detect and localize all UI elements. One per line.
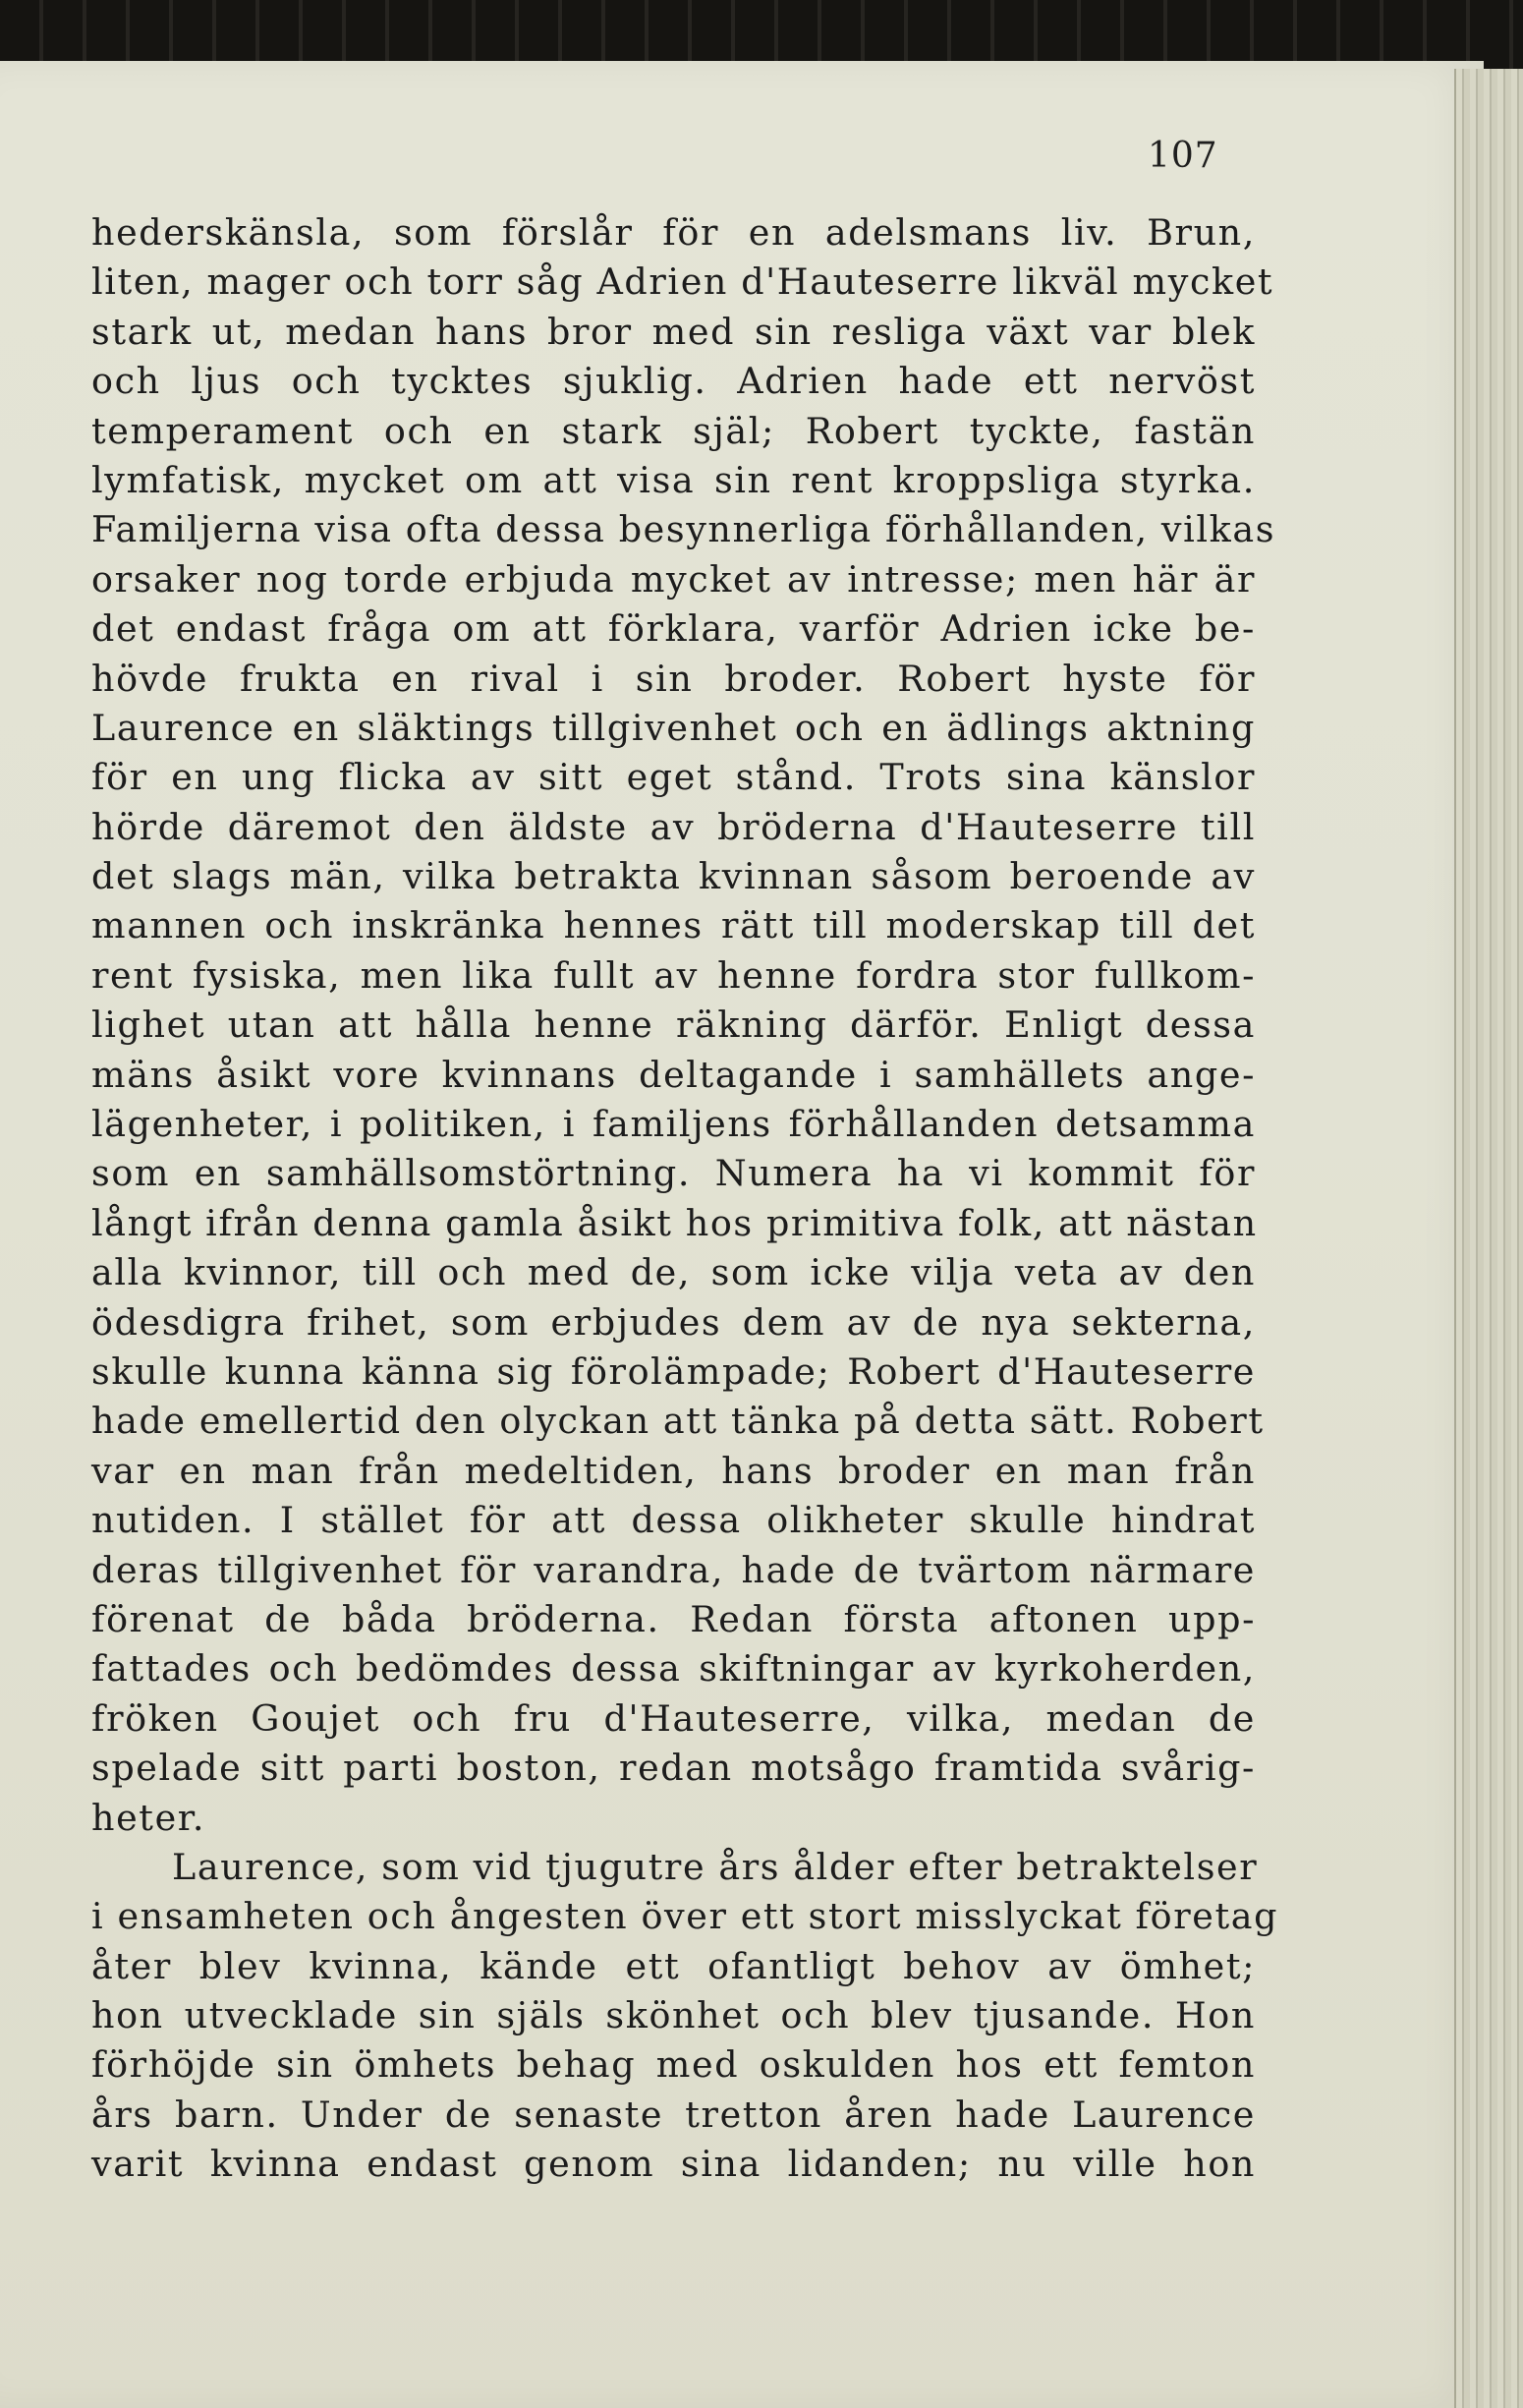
text-line: varit kvinna endast genom sina lidanden; nu ville hon [91,2143,1256,2186]
text-line: förhöjde sin ömhets behag med oskulden hos ett femton [91,2043,1256,2087]
text-line: mannen och inskränka hennes rätt till moderskap till det [91,904,1256,947]
text-line: hörde däremot den äldste av bröderna d'Hauteserre till [91,805,1256,848]
body-text [91,208,1279,2190]
text-line: det endast fråga om att förklara, varför Adrien icke be- [91,607,1256,651]
page-number: 107 [1148,136,1218,176]
text-line: hövde frukta en rival i sin broder. Robert hyste för [91,657,1256,700]
text-line: var en man från medeltiden, hans broder en man från [91,1449,1256,1492]
text-line: i ensamheten och ångesten över ett stort misslyckat företag [91,1895,1279,1938]
text-line: åter blev kvinna, kände ett ofantligt behov av ömhet; [91,1944,1256,1987]
text-line: det slags män, vilka betrakta kvinnan såsom beroende av [91,855,1256,898]
text-line: lymfatisk, mycket om att visa sin rent kroppsliga styrka. [91,458,1256,501]
text-line: deras tillgivenhet för varandra, hade de tvärtom närmare [91,1548,1256,1591]
text-line: hade emellertid den olyckan att tänka på detta sätt. Robert [91,1400,1265,1443]
text-line: mäns åsikt vore kvinnans deltagande i samhällets ange- [91,1053,1256,1096]
text-line: skulle kunna känna sig förolämpade; Robert d'Hauteserre [91,1349,1256,1393]
page-stack-edge [1454,69,1523,2408]
paragraph-start-line: Laurence, som vid tjugutre års ålder efter betraktelser [172,1845,1259,1888]
text-line: alla kvinnor, till och med de, som icke vilja veta av den [91,1251,1256,1294]
text-line: temperament och en stark själ; Robert tyckte, fastän [91,409,1256,452]
text-line: fröken Goujet och fru d'Hauteserre, vilka, medan de [91,1696,1256,1740]
text-line: Laurence en släktings tillgivenhet och en ädlings aktning [91,706,1256,749]
scan-top-edge [0,0,1523,69]
text-line: spelade sitt parti boston, redan motsågo framtida svårig- [91,1747,1256,1790]
text-line: Familjerna visa ofta dessa besynnerliga förhållanden, vilkas [91,508,1276,551]
text-line: liten, mager och torr såg Adrien d'Hauteserre likväl mycket [91,260,1274,304]
text-line: för en ung flicka av sitt eget stånd. Trots sina känslor [91,756,1256,799]
text-line: långt ifrån denna gamla åsikt hos primitiva folk, att nästan [91,1201,1258,1244]
text-line: nutiden. I stället för att dessa olikheter skulle hindrat [91,1499,1256,1542]
text-line: fattades och bedömdes dessa skiftningar av kyrkoherden, [91,1647,1256,1691]
text-line: stark ut, medan hans bror med sin resliga växt var blek [91,310,1256,353]
text-line: ödesdigra frihet, som erbjudes dem av de nya sekterna, [91,1300,1256,1344]
text-line: som en samhällsomstörtning. Numera ha vi kommit för [91,1152,1256,1195]
text-line: års barn. Under de senaste tretton åren hade Laurence [91,2093,1256,2136]
text-line: och ljus och tycktes sjuklig. Adrien hade ett nervöst [91,360,1256,403]
text-line: lägenheter, i politiken, i familjens förhållanden detsamma [91,1103,1256,1146]
text-line: hon utvecklade sin själs skönhet och blev tjusande. Hon [91,1994,1256,2037]
text-line: orsaker nog torde erbjuda mycket av intresse; men här är [91,557,1256,601]
text-line: lighet utan att hålla henne räkning därför. Enligt dessa [91,1003,1256,1047]
paragraph-end-line: heter. [91,1796,206,1839]
text-line: hederskänsla, som förslår för en adelsmans liv. Brun, [91,211,1256,254]
text-line: rent fysiska, men lika fullt av henne fordra stor fullkom- [91,953,1256,997]
text-line: förenat de båda bröderna. Redan första aftonen upp- [91,1597,1256,1640]
